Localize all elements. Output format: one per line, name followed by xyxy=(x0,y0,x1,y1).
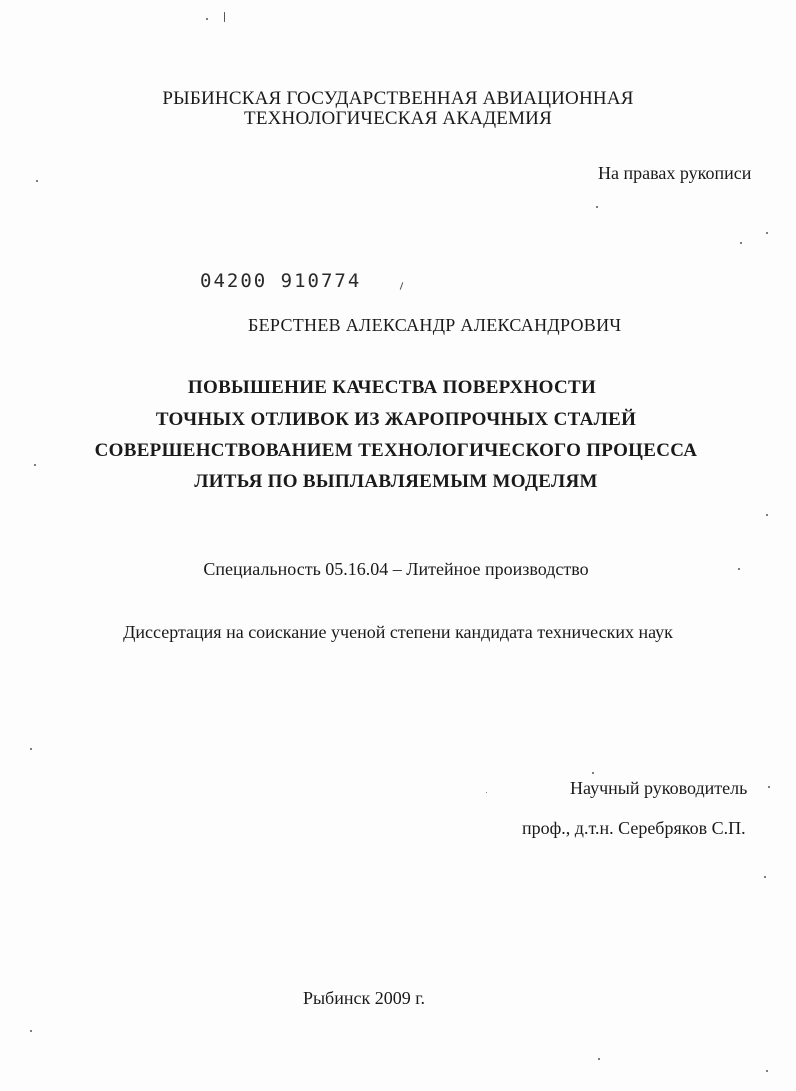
rights-notice: На правах рукописи xyxy=(598,163,752,183)
scan-speck xyxy=(34,464,36,466)
scan-speck xyxy=(206,18,208,20)
author-name: БЕРСТНЕВ АЛЕКСАНДР АЛЕКСАНДРОВИЧ xyxy=(248,315,622,335)
scan-speck xyxy=(738,568,740,570)
scan-speck xyxy=(766,514,768,516)
institution-name-line2: ТЕХНОЛОГИЧЕСКАЯ АКАДЕМИЯ xyxy=(244,108,552,129)
scan-speck xyxy=(766,1070,768,1072)
scan-mark xyxy=(400,282,404,290)
scan-speck xyxy=(764,876,766,878)
scan-speck xyxy=(30,1030,32,1032)
scan-speck xyxy=(30,748,32,750)
place-year: Рыбинск 2009 г. xyxy=(302,988,426,1008)
archive-stamp: 04200 910774 xyxy=(200,270,362,292)
scan-speck xyxy=(596,206,598,208)
scan-speck xyxy=(768,786,770,788)
dissertation-title-line4: ЛИТЬЯ ПО ВЫПЛАВЛЯЕМЫМ МОДЕЛЯМ xyxy=(194,471,598,492)
dissertation-title-line2: ТОЧНЫХ ОТЛИВОК ИЗ ЖАРОПРОЧНЫХ СТАЛЕЙ xyxy=(155,409,637,430)
scan-speck xyxy=(766,232,768,234)
supervisor-name: проф., д.т.н. Серебряков С.П. xyxy=(522,818,746,838)
dissertation-title-line1: ПОВЫШЕНИЕ КАЧЕСТВА ПОВЕРХНОСТИ xyxy=(187,377,597,398)
scan-speck xyxy=(486,792,487,793)
scan-mark xyxy=(224,12,225,22)
dissertation-title-line3: СОВЕРШЕНСТВОВАНИЕМ ТЕХНОЛОГИЧЕСКОГО ПРОЦЕССА xyxy=(94,440,698,461)
scan-speck xyxy=(740,242,742,244)
scan-speck xyxy=(598,1058,600,1060)
scan-speck xyxy=(592,772,594,774)
scan-speck xyxy=(36,180,38,182)
supervisor-label: Научный руководитель xyxy=(570,778,748,798)
institution-name-line1: РЫБИНСКАЯ ГОСУДАРСТВЕННАЯ АВИАЦИОННАЯ xyxy=(162,88,634,109)
specialty: Специальность 05.16.04 – Литейное производство xyxy=(203,559,589,579)
dissertation-type: Диссертация на соискание ученой степени кандидата технических наук xyxy=(123,622,673,642)
